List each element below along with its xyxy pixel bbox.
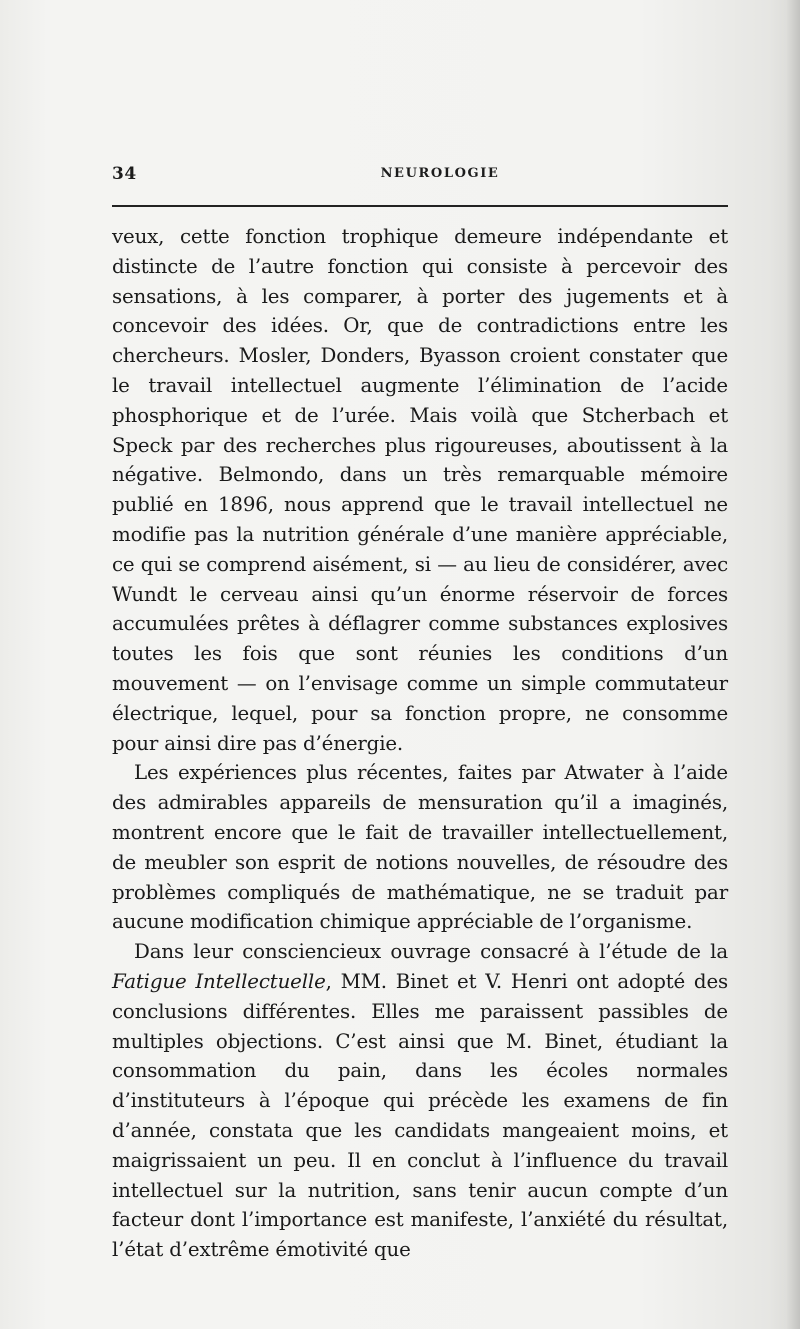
- book-title-italic: Fatigue Intellectuelle: [112, 969, 326, 993]
- paragraph-3-text-rest: , MM. Binet et V. Henri ont adopté des conclusions différentes. Elles me paraissent passibles de multiples objections. C’est ainsi que M. Binet, étudiant la consommation du pain, dans les écoles normales d’instituteurs à l’époque qui précède les examens de fin d’année, constata que les candidats mangeaient moins, et maigrissaient un peu. Il en conclut à l’influence du travail intellectuel sur la nutrition, sans tenir aucun compte d’un facteur dont l’importance est manifeste, l’anxiété du résultat, l’état d’extrême émotivité que: [112, 969, 728, 1262]
- page-header: [112, 164, 728, 188]
- page-edge-shadow: [786, 0, 800, 1329]
- paragraph-2: [112, 758, 728, 937]
- paragraph-3: [112, 937, 728, 1265]
- header-rule: [112, 205, 728, 207]
- paragraph-1: [112, 222, 728, 758]
- body-text: [112, 222, 728, 1265]
- running-title: NEUROLOGIE: [380, 166, 500, 181]
- paragraph-2-text: Les expériences plus récentes, faites par Atwater à l’aide des admirables appareils de mensuration qu’il a imaginés, montrent encore que le fait de travailler intellectuellement, de meubler son esprit de notions nouvelles, de résoudre des problèmes compliqués de mathématique, ne se traduit par aucune modification chimique appréciable de l’organisme.: [112, 761, 728, 934]
- page-number: 34: [112, 164, 137, 184]
- paragraph-3-text-start: Dans leur consciencieux ouvrage consacré à l’étude de la: [134, 940, 728, 964]
- paragraph-1-text: veux, cette fonction trophique demeure indépendante et distincte de l’autre fonction qui consiste à percevoir des sensations, à les comparer, à porter des jugements et à concevoir des idées. Or, que de contradictions entre les chercheurs. Mosler, Donders, Byasson croient constater que le travail intellectuel augmente l’élimination de l’acide phosphorique et de l’urée. Mais voilà que Stcherbach et Speck par des recherches plus rigoureuses, aboutissent à la négative. Belmondo, dans un très remarquable mémoire publié en 1896, nous apprend que le travail intellectuel ne modifie pas la nutrition générale d’une manière appréciable, ce qui se comprend aisément, si — au lieu de considérer, avec Wundt le cerveau ainsi qu’un énorme réservoir de forces accumulées prêtes à déflagrer comme substances explosives toutes les fois que sont réunies les conditions d’un mouvement — on l’envisage comme un simple commutateur électrique, lequel, pour sa fonction propre, ne consomme pour ainsi dire pas d’énergie.: [112, 225, 728, 755]
